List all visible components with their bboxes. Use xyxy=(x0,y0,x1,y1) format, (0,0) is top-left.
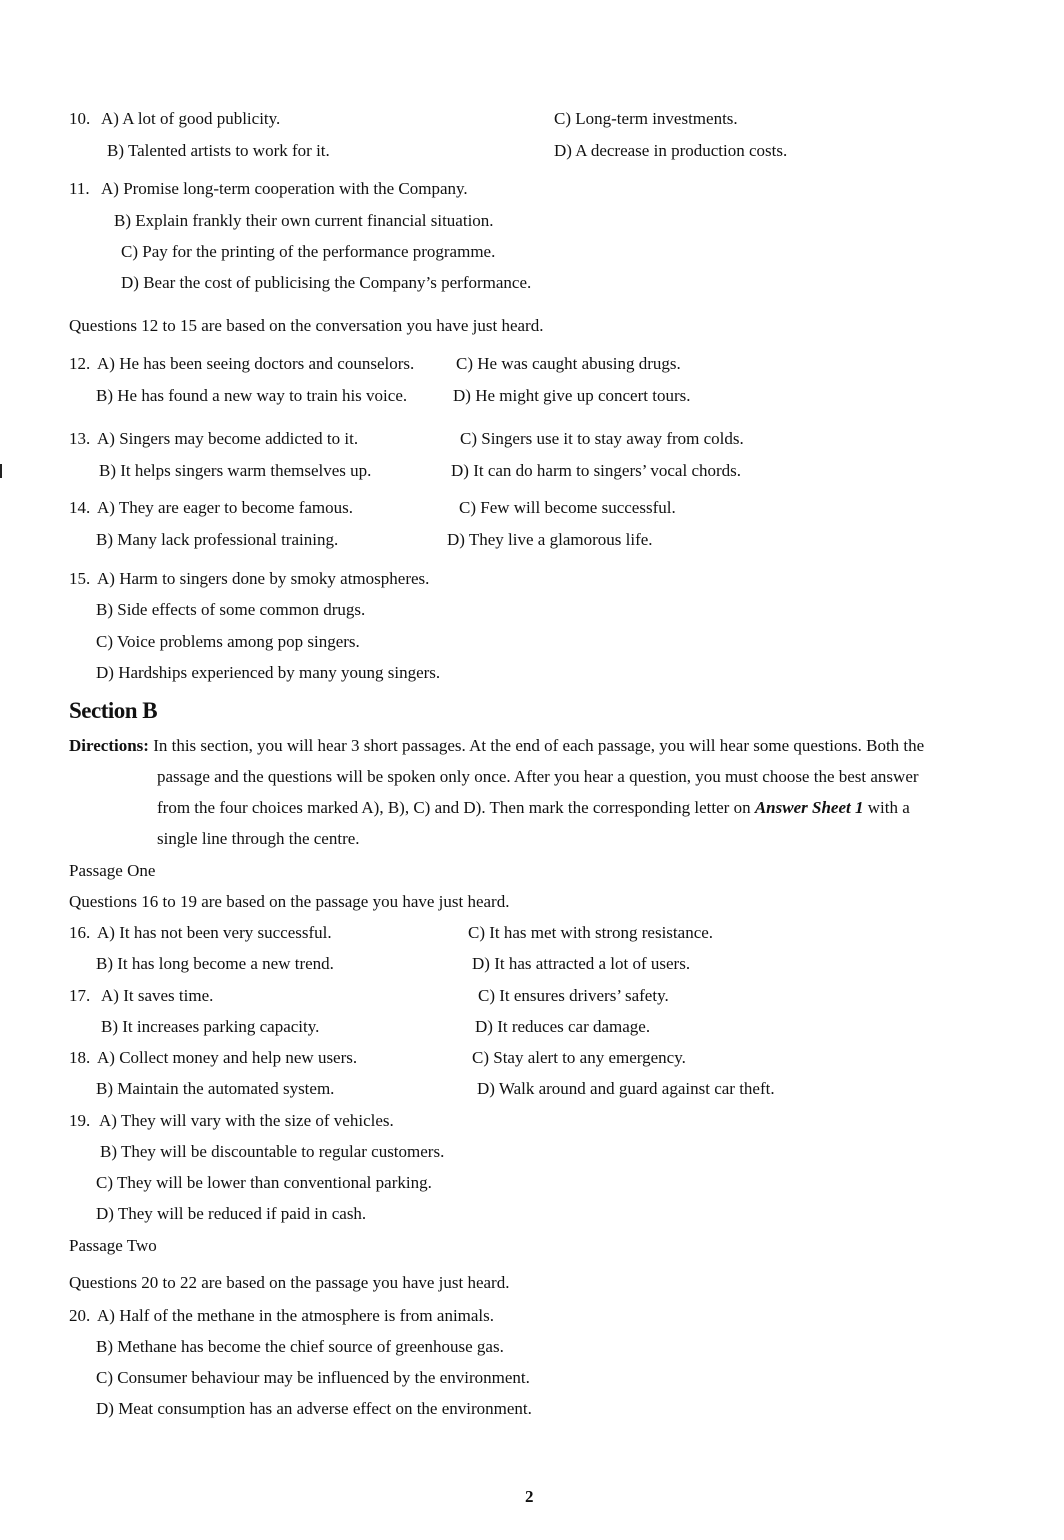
option-c: C) Consumer behaviour may be influenced by the environment. xyxy=(96,1368,530,1387)
option-c: C) Few will become successful. xyxy=(459,498,676,517)
option-d: D) Bear the cost of publicising the Company’s performance. xyxy=(121,273,532,292)
option-d: D) Hardships experienced by many young singers. xyxy=(96,663,441,682)
option-a: A) Collect money and help new users. xyxy=(97,1048,358,1067)
option-c: C) It has met with strong resistance. xyxy=(468,923,714,942)
option-b: B) It helps singers warm themselves up. xyxy=(99,461,372,480)
option-c: C) He was caught abusing drugs. xyxy=(456,354,681,373)
question-number: 15. xyxy=(69,569,91,588)
option-c: C) It ensures drivers’ safety. xyxy=(478,986,669,1005)
option-c: C) Stay alert to any emergency. xyxy=(472,1048,686,1067)
directions-line-4: single line through the centre. xyxy=(157,829,360,848)
option-d: D) He might give up concert tours. xyxy=(453,386,691,405)
option-b: B) Side effects of some common drugs. xyxy=(96,600,366,619)
option-a: A) Half of the methane in the atmosphere is from animals. xyxy=(97,1306,495,1325)
option-d: D) It reduces car damage. xyxy=(475,1017,651,1036)
question-number: 19. xyxy=(69,1111,91,1130)
option-c: C) Singers use it to stay away from colds. xyxy=(460,429,744,448)
passage-one-note: Questions 16 to 19 are based on the passage you have just heard. xyxy=(69,892,510,911)
section-b-directions xyxy=(69,730,999,854)
answer-sheet-ref: Answer Sheet 1 xyxy=(754,798,864,817)
option-a: A) A lot of good publicity. xyxy=(101,109,281,128)
option-d: D) Meat consumption has an adverse effect on the environment. xyxy=(96,1399,532,1418)
option-d: D) Walk around and guard against car theft. xyxy=(477,1079,775,1098)
question-number: 10. xyxy=(69,109,91,128)
option-d: D) They live a glamorous life. xyxy=(447,530,653,549)
section-b-title: Section B xyxy=(69,698,158,723)
option-a: A) It saves time. xyxy=(101,986,214,1005)
scan-edge-mark xyxy=(0,464,2,478)
option-d: D) It has attracted a lot of users. xyxy=(472,954,691,973)
conversation-note: Questions 12 to 15 are based on the conversation you have just heard. xyxy=(69,316,544,335)
passage-one-title: Passage One xyxy=(69,861,156,880)
passage-two-note: Questions 20 to 22 are based on the passage you have just heard. xyxy=(69,1273,510,1292)
option-a: A) Promise long-term cooperation with the Company. xyxy=(101,179,468,198)
option-b: B) He has found a new way to train his voice. xyxy=(96,386,408,405)
directions-label: Directions: xyxy=(69,736,149,755)
option-b: B) It has long become a new trend. xyxy=(96,954,334,973)
question-number: 11. xyxy=(69,179,90,198)
question-number: 13. xyxy=(69,429,91,448)
option-b: B) It increases parking capacity. xyxy=(101,1017,320,1036)
option-a: A) Harm to singers done by smoky atmospheres. xyxy=(97,569,430,588)
option-c: C) Long-term investments. xyxy=(554,109,738,128)
option-b: B) Methane has become the chief source of greenhouse gas. xyxy=(96,1337,504,1356)
option-c: C) Voice problems among pop singers. xyxy=(96,632,360,651)
page-number: 2 xyxy=(525,1487,534,1506)
question-number: 16. xyxy=(69,923,91,942)
question-number: 18. xyxy=(69,1048,91,1067)
option-b: B) Explain frankly their own current financial situation. xyxy=(114,211,494,230)
question-number: 17. xyxy=(69,986,91,1005)
question-number: 12. xyxy=(69,354,91,373)
option-b: B) Many lack professional training. xyxy=(96,530,339,549)
directions-line-3: from the four choices marked A), B), C) and D). Then mark the corresponding letter on xyxy=(157,798,755,817)
directions-line-2: passage and the questions will be spoken only once. After you hear a question, you must choose the best answer xyxy=(157,767,919,786)
directions-line-1: In this section, you will hear 3 short passages. At the end of each passage, you will hear some questions. Both the xyxy=(148,736,925,755)
option-a: A) They will vary with the size of vehicles. xyxy=(99,1111,394,1130)
question-number: 14. xyxy=(69,498,91,517)
option-a: A) He has been seeing doctors and counselors. xyxy=(97,354,415,373)
option-b: B) Talented artists to work for it. xyxy=(107,141,330,160)
question-number: 20. xyxy=(69,1306,91,1325)
option-a: A) Singers may become addicted to it. xyxy=(97,429,359,448)
option-a: A) They are eager to become famous. xyxy=(97,498,353,517)
option-c: C) Pay for the printing of the performance programme. xyxy=(121,242,496,261)
directions-line-3-end: with a xyxy=(863,798,910,817)
option-c: C) They will be lower than conventional parking. xyxy=(96,1173,432,1192)
option-d: D) It can do harm to singers’ vocal chords. xyxy=(451,461,742,480)
passage-two-title: Passage Two xyxy=(69,1236,157,1255)
option-b: B) Maintain the automated system. xyxy=(96,1079,335,1098)
option-b: B) They will be discountable to regular customers. xyxy=(100,1142,445,1161)
option-d: D) A decrease in production costs. xyxy=(554,141,788,160)
option-a: A) It has not been very successful. xyxy=(97,923,332,942)
option-d: D) They will be reduced if paid in cash. xyxy=(96,1204,367,1223)
